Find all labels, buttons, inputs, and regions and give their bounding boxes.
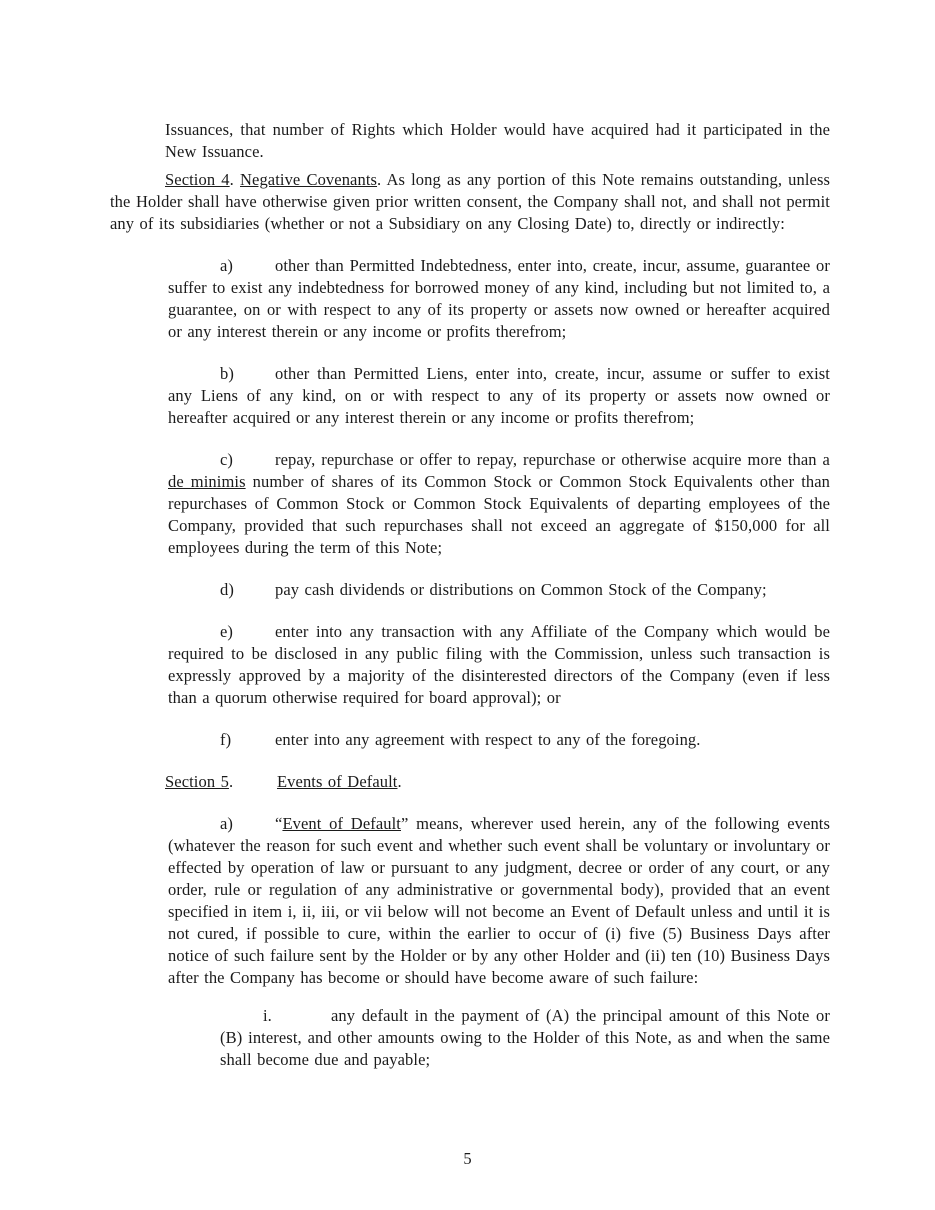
section-4-title: Negative Covenants xyxy=(240,170,378,189)
item-c-text-pre: repay, repurchase or offer to repay, repurchase or otherwise acquire more than a xyxy=(275,450,830,469)
section-5-title-dot: . xyxy=(397,772,402,791)
section-4-paragraph xyxy=(110,169,830,235)
continuation-paragraph: Issuances, that number of Rights which Holder would have acquired had it participated in the New Issuance. xyxy=(165,120,830,161)
item-f-marker: f) xyxy=(220,730,232,749)
section-5-heading xyxy=(110,771,830,793)
item-a-text: other than Permitted Indebtedness, enter into, create, incur, assume, guarantee or suffer to exist any indebtedness for borrowed money of any kind, including but not limited to, a guarantee, on or with respect to any of its property or assets now owned or hereafter acquired or any interest therein or any income or profits therefrom; xyxy=(168,256,830,341)
document-body xyxy=(110,119,830,1071)
section-5-title: Events of Default xyxy=(277,772,398,791)
covenant-item-a xyxy=(168,255,830,343)
item-f-text: enter into any agreement with respect to any of the foregoing. xyxy=(275,730,701,749)
item-b-marker: b) xyxy=(220,364,234,383)
item-b-text: other than Permitted Liens, enter into, create, incur, assume or suffer to exist any Liens of any kind, on or with respect to any of its property or assets now owned or hereafter acquired or any interest therein or any income or profits therefrom; xyxy=(168,364,830,427)
section-5-label-group xyxy=(165,771,277,793)
item-a-marker: a) xyxy=(220,256,234,275)
covenant-item-d xyxy=(168,579,830,601)
section-4-separator: . xyxy=(229,170,240,189)
sub-item-i-text: any default in the payment of (A) the principal amount of this Note or (B) interest, and other amounts owing to the Holder of this Note, as and when the same shall become due and payable; xyxy=(220,1006,830,1069)
default-sub-item-i xyxy=(220,1005,830,1071)
item-d-text: pay cash dividends or distributions on Common Stock of the Company; xyxy=(275,580,767,599)
page-number: 5 xyxy=(463,1149,472,1168)
de-minimis-term: de minimis xyxy=(168,472,246,491)
covenant-item-c xyxy=(168,449,830,559)
event-of-default-item-a xyxy=(168,813,830,989)
section-5-label-dot: . xyxy=(228,772,234,791)
section-4-body: . As long as any portion of this Note remains outstanding, unless the Holder shall have otherwise given prior written consent, the Company shall not, and shall not permit any of its subsidiaries (whether or not a Subsidiary on any Closing Date) to, directly or indirectly: xyxy=(110,170,831,233)
covenant-item-f xyxy=(168,729,830,751)
item-e-marker: e) xyxy=(220,622,234,641)
covenant-item-b xyxy=(168,363,830,429)
item-e-text: enter into any transaction with any Affiliate of the Company which would be required to be disclosed in any public filing with the Commission, unless such transaction is expressly approved by a majority of the disinterested directors of the Company (even if less than a quorum otherwise required for board approval); or xyxy=(168,622,830,707)
covenant-item-e xyxy=(168,621,830,709)
item-c-marker: c) xyxy=(220,450,234,469)
event-of-default-term: Event of Default xyxy=(282,814,401,833)
eod-item-marker: a) xyxy=(220,814,234,833)
sub-item-i-marker: i. xyxy=(263,1006,272,1025)
eod-open-quote: “ xyxy=(275,814,283,833)
section-4-label: Section 4 xyxy=(165,170,230,189)
section-5-label: Section 5 xyxy=(165,772,229,791)
eod-text: ” means, wherever used herein, any of the following events (whatever the reason for such event and whether such event shall be voluntary or involuntary or effected by operation of law or pursuant to any judgment, decree or order of any court, or any order, rule or regulation of any administrative or governmental body), provided that an event specified in item i, ii, iii, or vii below will not become an Event of Default unless and until it is not cured, if possible to cure, within the earlier to occur of (i) five (5) Business Days after notice of such failure sent by the Holder or by any other Holder and (ii) ten (10) Business Days after the Company has become or should have become aware of such failure: xyxy=(168,814,830,987)
item-d-marker: d) xyxy=(220,580,234,599)
item-c-text-post: number of shares of its Common Stock or Common Stock Equivalents other than repurchases of Common Stock or Common Stock Equivalents of departing employees of the Company, provided that such repurchases shall not exceed an aggregate of $150,000 for all employees during the term of this Note; xyxy=(168,472,830,557)
